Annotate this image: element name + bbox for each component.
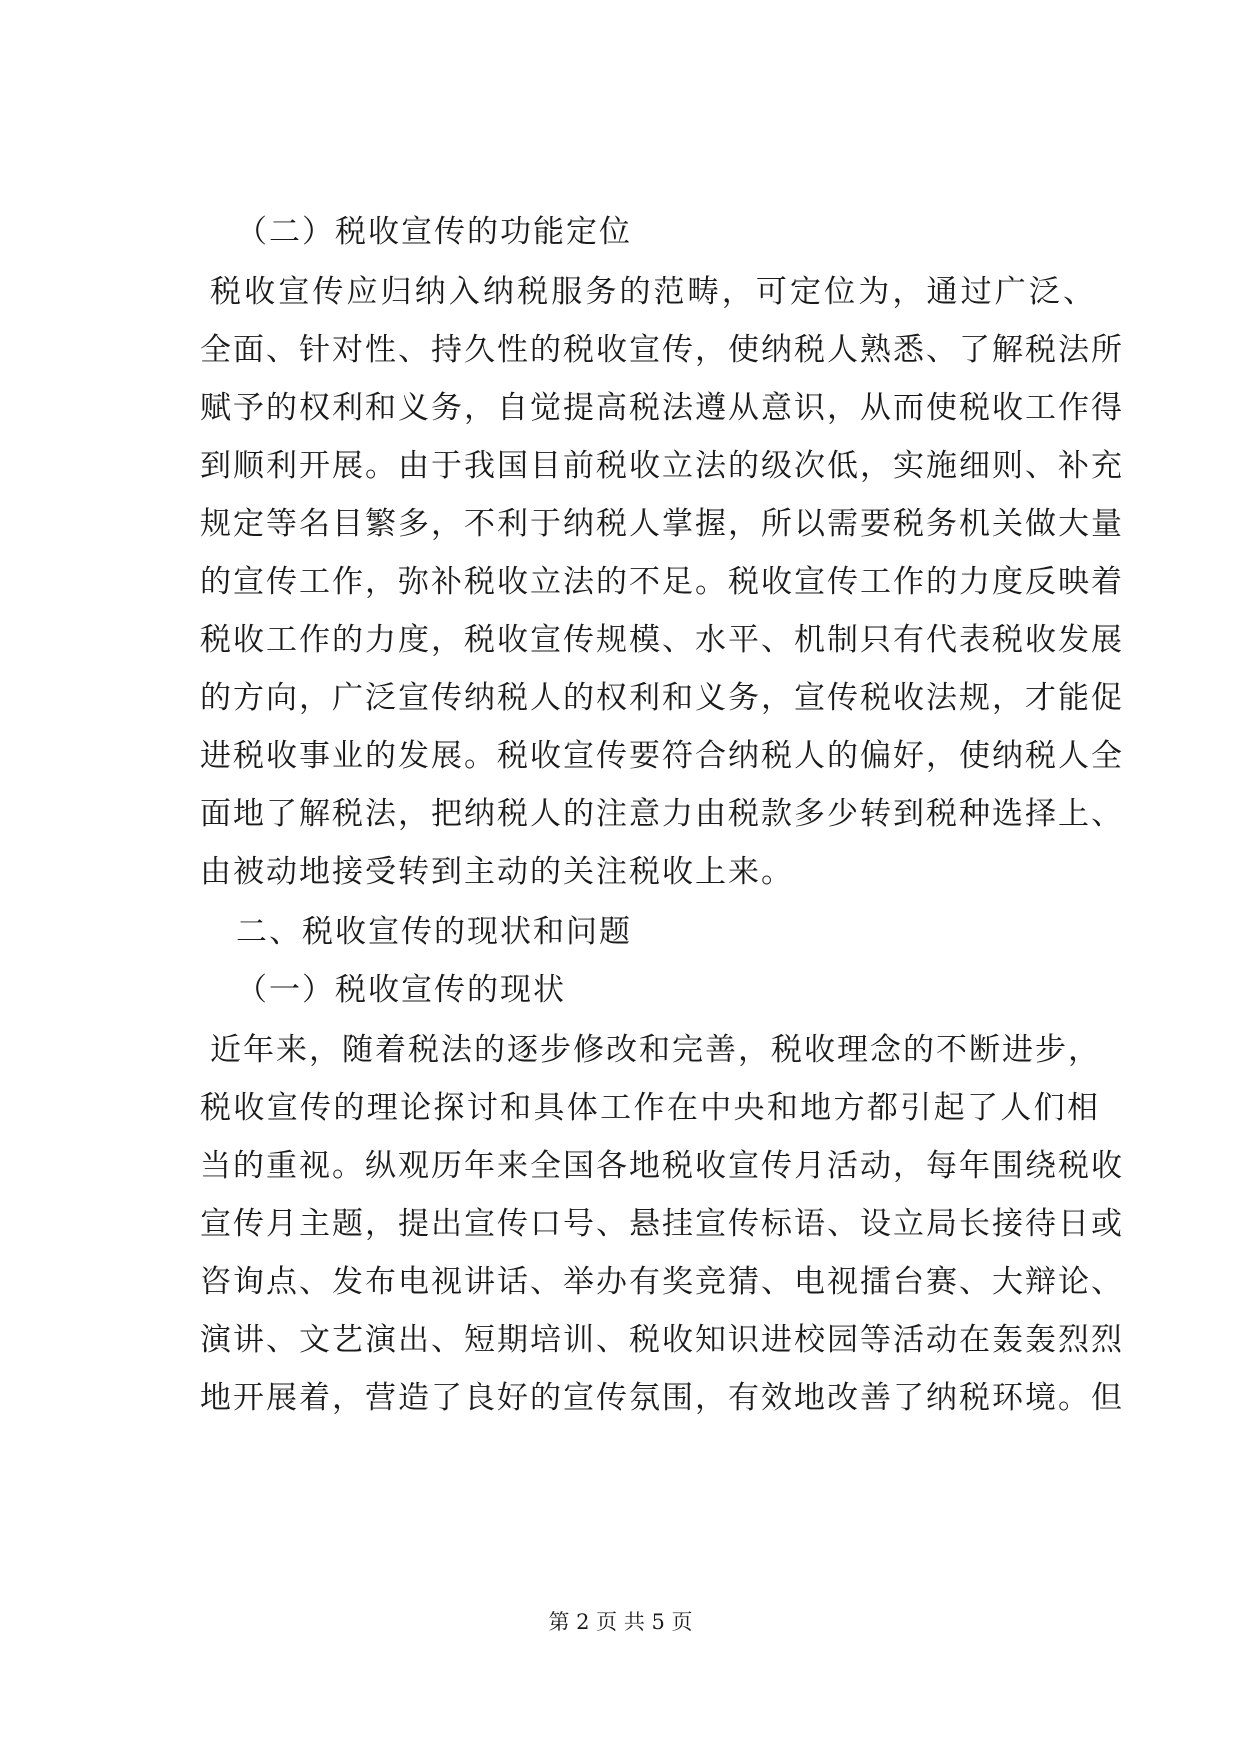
paragraph-line: 税收宣传应归纳入纳税服务的范畴，可定位为，通过广泛、 [210, 274, 1096, 310]
paragraph-line: 近年来，随着税法的逐步修改和完善，税收理念的不断进步， [210, 1032, 1101, 1068]
paragraph-line: 当的重视。纵观历年来全国各地税收宣传月活动，每年围绕税收 [200, 1148, 1124, 1184]
paragraph-line: 面地了解税法，把纳税人的注意力由税款多少转到税种选择上、 [200, 796, 1124, 832]
paragraph-line: 进税收事业的发展。税收宣传要符合纳税人的偏好，使纳税人全 [200, 738, 1124, 774]
section-heading-function-positioning: （二）税收宣传的功能定位 [236, 214, 632, 250]
paragraph-line: 演讲、文艺演出、短期培训、税收知识进校园等活动在轰轰烈烈 [200, 1322, 1124, 1358]
section-heading-status-and-problems: 二、税收宣传的现状和问题 [236, 914, 632, 950]
paragraph-line: 的宣传工作，弥补税收立法的不足。税收宣传工作的力度反映着 [200, 564, 1124, 600]
page-number-footer: 第 2 页 共 5 页 [548, 1610, 693, 1634]
paragraph-line: 税收工作的力度，税收宣传规模、水平、机制只有代表税收发展 [200, 622, 1124, 658]
paragraph-line: 的方向，广泛宣传纳税人的权利和义务，宣传税收法规，才能促 [200, 680, 1124, 716]
paragraph-line: 规定等名目繁多，不利于纳税人掌握，所以需要税务机关做大量 [200, 506, 1124, 542]
paragraph-line: 到顺利开展。由于我国目前税收立法的级次低，实施细则、补充 [200, 448, 1124, 484]
paragraph-line: 由被动地接受转到主动的关注税收上来。 [200, 854, 794, 890]
section-heading-current-status: （一）税收宣传的现状 [236, 972, 566, 1008]
paragraph-line: 赋予的权利和义务，自觉提高税法遵从意识，从而使税收工作得 [200, 390, 1124, 426]
paragraph-line: 咨询点、发布电视讲话、举办有奖竞猜、电视擂台赛、大辩论、 [200, 1264, 1124, 1300]
paragraph-line: 税收宣传的理论探讨和具体工作在中央和地方都引起了人们相 [200, 1090, 1100, 1126]
paragraph-line: 地开展着，营造了良好的宣传氛围，有效地改善了纳税环境。但 [200, 1380, 1124, 1416]
paragraph-line: 宣传月主题，提出宣传口号、悬挂宣传标语、设立局长接待日或 [200, 1206, 1124, 1242]
paragraph-line: 全面、针对性、持久性的税收宣传，使纳税人熟悉、了解税法所 [200, 332, 1124, 368]
